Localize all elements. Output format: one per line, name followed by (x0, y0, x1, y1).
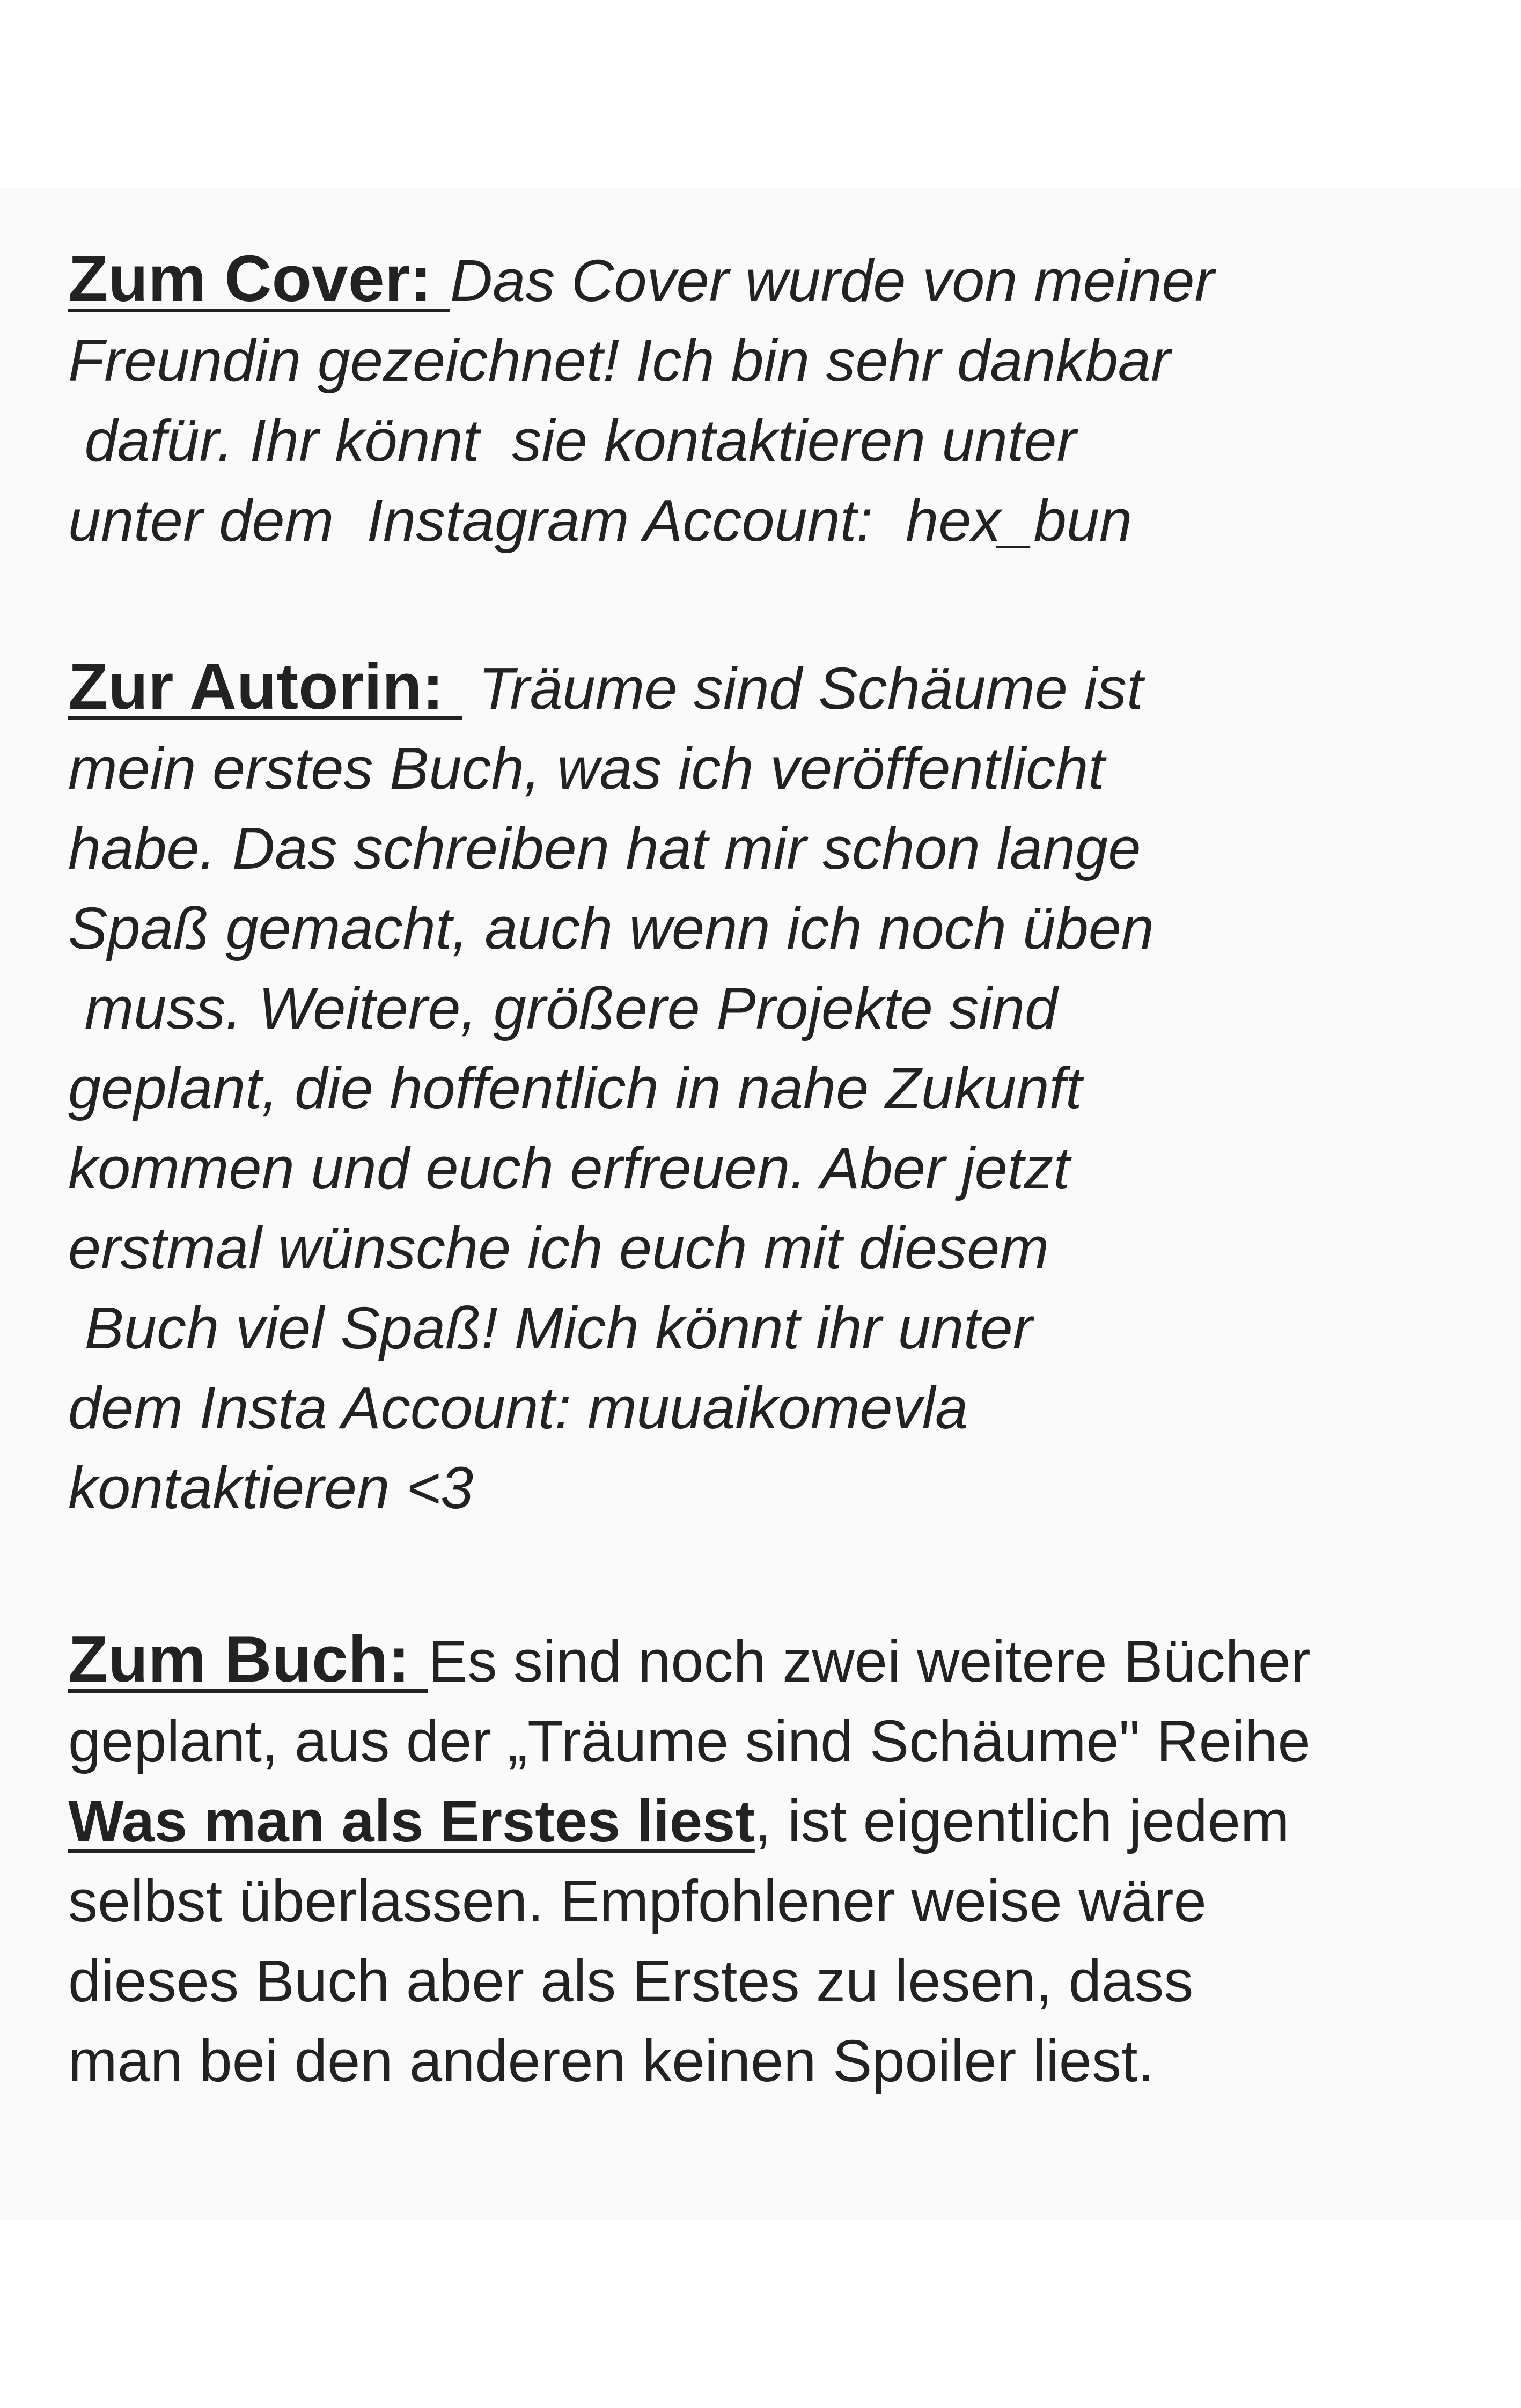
author-text-line: geplant, die hoffentlich in nahe Zukunft (68, 1055, 1082, 1121)
author-text-line: kommen und euch erfreuen. Aber jetzt (68, 1135, 1070, 1201)
book-section (68, 1619, 1463, 2101)
cover-section (68, 239, 1463, 561)
book-third-line (68, 1781, 1463, 1861)
author-text-line: Träume sind Schäume ist (462, 656, 1143, 722)
author-first-line (68, 647, 1463, 729)
author-text-line: muss. Weitere, größere Projekte sind (68, 975, 1058, 1041)
book-first-line (68, 1619, 1463, 1701)
cover-text-line: unter dem Instagram Account: hex_bun (68, 488, 1133, 554)
cover-first-line (68, 239, 1463, 321)
book-text-line: geplant, aus der „Träume sind Schäume" Reihe (68, 1708, 1311, 1774)
author-text-line: Spaß gemacht, auch wenn ich noch üben (68, 895, 1155, 961)
book-text-line: , ist eigentlich jedem (754, 1788, 1290, 1854)
reading-order-phrase: Was man als Erstes liest (68, 1788, 755, 1854)
book-text-line: selbst überlassen. Empfohlener weise wäre (68, 1868, 1207, 1934)
author-text-line: Buch viel Spaß! Mich könnt ihr unter (68, 1295, 1033, 1361)
author-section (68, 647, 1463, 1528)
author-heading: Zur Autorin: (68, 650, 462, 723)
cover-heading: Zum Cover: (68, 242, 450, 315)
cover-text-line: Das Cover wurde von meiner (450, 248, 1215, 314)
author-text-line: habe. Das schreiben hat mir schon lange (68, 816, 1141, 882)
author-text-line: kontaktieren <3 (68, 1455, 474, 1521)
cover-text-line: Freundin gezeichnet! Ich bin sehr dankbar (68, 328, 1171, 394)
book-heading: Zum Buch: (68, 1623, 428, 1695)
book-text-line: Es sind noch zwei weitere Bücher (428, 1628, 1311, 1694)
cover-text-line: dafür. Ihr könnt sie kontaktieren unter (68, 408, 1077, 474)
book-text-line: dieses Buch aber als Erstes zu lesen, dass (68, 1948, 1194, 2014)
author-text-line: mein erstes Buch, was ich veröffentlicht (68, 736, 1105, 802)
book-text-line: man bei den anderen keinen Spoiler liest. (68, 2028, 1155, 2094)
author-text-line: erstmal wünsche ich euch mit diesem (68, 1215, 1049, 1281)
author-text-line: dem Insta Account: muuaikomevla (68, 1375, 968, 1441)
